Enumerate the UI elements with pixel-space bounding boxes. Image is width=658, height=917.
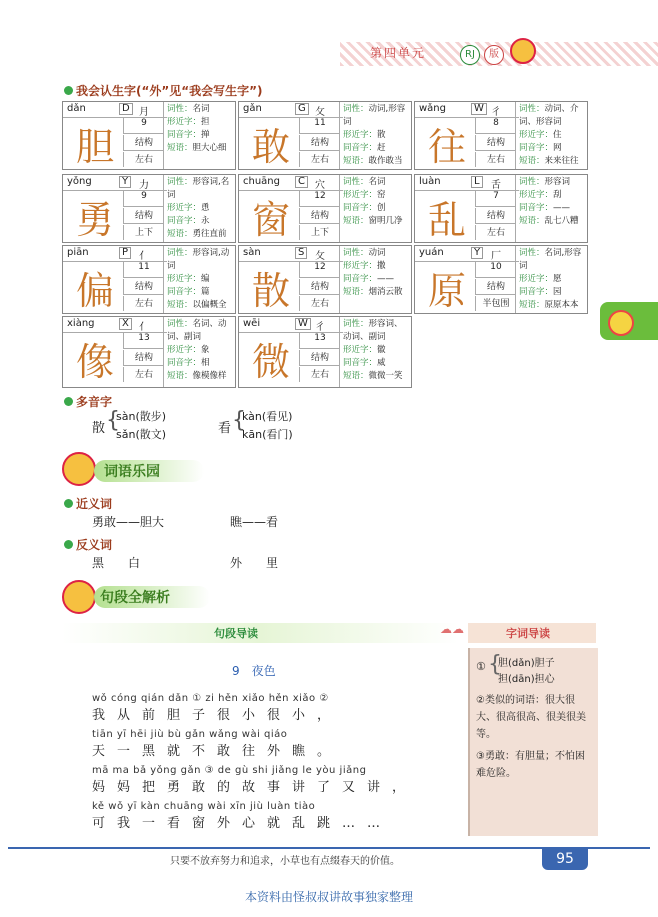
structure-label: 结构: [299, 208, 340, 224]
char-info: [515, 246, 587, 313]
note-3: ③勇敢：有胆量；不怕困难危险。: [476, 751, 585, 779]
cixing-row: 词性：名词、动词、副词: [167, 319, 227, 342]
char-card: [414, 245, 588, 314]
char-info: [515, 102, 587, 169]
tongyin-row: 同音字：——: [343, 274, 395, 284]
tongyin-row: 同音字：篇: [167, 287, 210, 297]
word-garden-mascot-icon: [62, 452, 96, 486]
index-letter: Y: [119, 176, 131, 188]
brace-icon: {: [106, 408, 120, 433]
poem-line: kě wǒ yī kàn chuāng wài xīn jiù luàn tiào 可我一看窗外心就乱跳……: [92, 801, 393, 831]
pinyin-row: [239, 175, 343, 191]
index-letter: Y: [471, 247, 483, 259]
duanyu-row: 短语：来来往往: [519, 156, 579, 166]
duanyu-row: 短语：烟消云散: [343, 287, 403, 297]
xingjin-row: 形近字：愿: [519, 274, 562, 284]
index-letter: W: [295, 318, 311, 330]
char-card: [62, 316, 236, 388]
poem-line: tiān yī hēi jiù bù gǎn wǎng wài qiáo 天一黑就不敢往外瞧。: [92, 729, 343, 759]
polyphone-char: 散: [92, 421, 106, 436]
radical: 亻: [139, 251, 149, 262]
xingjin-row: 形近字：徽: [343, 345, 386, 355]
antonym-heading: 反义词: [64, 534, 112, 553]
big-character: 散: [251, 269, 290, 313]
bullet-icon: [64, 499, 73, 508]
bullet-icon: [64, 86, 73, 95]
big-character: 胆: [75, 125, 114, 169]
radical: 厂: [491, 251, 501, 262]
note-number-icon: ①: [476, 660, 486, 673]
right-panel-tab-label: 字词导读: [506, 627, 550, 640]
structure-value: 上下: [123, 225, 164, 240]
duanyu-row: 短语：敢作敢当: [343, 156, 403, 166]
stroke-count: 12: [299, 191, 340, 207]
polyphone-kan: [218, 408, 338, 444]
structure-label: 结构: [123, 208, 164, 224]
mascot-face-icon: [608, 310, 634, 336]
char-card: [62, 174, 236, 243]
duanyu-row: 短语：窗明几净: [343, 216, 403, 226]
xingjin-row: 形近字：刮: [519, 190, 562, 200]
char-info: [163, 246, 235, 313]
pinyin: gǎn: [243, 103, 262, 114]
tongyin-row: 同音字：创: [343, 203, 386, 213]
unit-title: 第四单元: [370, 46, 427, 60]
cixing-row: 词性：形容词: [519, 177, 571, 187]
structure-value: 左右: [123, 152, 164, 167]
xingjin-row: 形近字：散: [343, 130, 386, 140]
duanyu-row: 短语：微微一笑: [343, 371, 403, 381]
structure-value: 左右: [475, 225, 516, 240]
note-2: ②类似的词语：很大很大、很高很高、很美很美等。: [476, 695, 586, 740]
stroke-count: 7: [475, 191, 516, 207]
pinyin: yuán: [419, 247, 444, 258]
stroke-count: 10: [475, 262, 516, 278]
cixing-row: 词性：名词: [167, 104, 210, 114]
big-character: 往: [427, 125, 466, 169]
pinyin: luàn: [419, 176, 441, 187]
radical: 彳: [315, 322, 325, 333]
note-1a: 胆(dǎn)胆子: [498, 658, 555, 669]
radical: 彳: [491, 107, 501, 118]
analysis-mascot-icon: [62, 580, 96, 614]
big-character: 乱: [427, 198, 466, 242]
left-panel-tab: [62, 623, 458, 643]
structure-label: 结构: [475, 279, 516, 295]
structure-value: 上下: [299, 225, 340, 240]
duanyu-row: 短语：乱七八糟: [519, 216, 579, 226]
char-info: [339, 246, 411, 313]
tongyin-row: 同音字：赶: [343, 143, 386, 153]
structure-label: 结构: [299, 350, 340, 366]
pinyin: wǎng: [419, 103, 446, 114]
page-number: 95: [542, 848, 588, 870]
pinyin: chuāng: [243, 176, 280, 187]
pinyin-row: [63, 102, 167, 118]
bullet-icon: [64, 540, 73, 549]
cixing-row: 词性：名词: [343, 177, 386, 187]
char-card: [238, 101, 412, 170]
stroke-count: 8: [475, 118, 516, 134]
char-card: [62, 101, 236, 170]
brace-icon: {: [232, 408, 246, 433]
pinyin-row: [63, 317, 167, 333]
radical: 月: [139, 107, 149, 118]
duanyu-row: 短语：勇往直前: [167, 229, 227, 239]
structure-label: 结构: [123, 350, 164, 366]
word-notes-box: [468, 648, 598, 836]
cloud-icon: ☁☁: [440, 622, 464, 636]
pinyin-row: [415, 102, 519, 118]
tongyin-row: 同音字：园: [519, 287, 562, 297]
pinyin: yǒng: [67, 176, 92, 187]
tongyin-row: 同音字：——: [519, 203, 571, 213]
recognize-heading: 我会认生字(“外”见“我会写生字”): [64, 80, 263, 99]
index-letter: L: [471, 176, 483, 188]
radical: 亻: [139, 322, 149, 333]
cixing-row: 词性：形容词、动词、副词: [343, 319, 403, 342]
word-garden-title: 词语乐园: [104, 464, 160, 480]
pinyin: wēi: [243, 318, 261, 329]
char-info: [339, 102, 411, 169]
pinyin-row: [63, 246, 167, 262]
antonym-pair: 外 里: [230, 556, 279, 570]
structure-value: 半包围: [475, 296, 516, 311]
big-character: 偏: [75, 269, 114, 313]
stroke-count: 13: [123, 333, 164, 349]
char-card: [238, 245, 412, 314]
synonym-pair: 勇敢——胆大: [92, 515, 165, 529]
char-card: [414, 174, 588, 243]
char-card: [238, 174, 412, 243]
char-card: [62, 245, 236, 314]
poem-line: mā ma bǎ yǒng gǎn ③ de gù shi jiǎng le yòu jiǎng 妈妈把勇敢的故事讲了又讲，: [92, 765, 418, 795]
structure-label: 结构: [123, 135, 164, 151]
stroke-count: 9: [123, 118, 164, 134]
tongyin-row: 同音字：相: [167, 358, 210, 368]
pinyin: xiàng: [67, 318, 95, 329]
stroke-count: 9: [123, 191, 164, 207]
char-info: [339, 175, 411, 242]
duanyu-row: 短语：原原本本: [519, 300, 579, 310]
index-letter: S: [295, 247, 307, 259]
radical: 穴: [315, 180, 325, 191]
brace-icon: {: [488, 652, 502, 677]
char-info: [163, 175, 235, 242]
pinyin-row: [415, 175, 519, 191]
poem-line: wǒ cóng qián dǎn ① zi hěn xiǎo hěn xiǎo ② 我从前胆子很小很小，: [92, 693, 343, 723]
char-info: [339, 317, 411, 387]
polyphone-reading: sàn(散步): [116, 410, 167, 423]
radical: 舌: [491, 180, 501, 191]
polyphone-reading: kān(看门): [242, 428, 293, 441]
left-panel-tab-label: 句段导读: [214, 627, 258, 640]
polyphone-reading: kàn(看见): [242, 410, 293, 423]
pinyin: piān: [67, 247, 89, 258]
pinyin-row: [239, 317, 343, 333]
duanyu-row: 短语：像模像样: [167, 371, 227, 381]
structure-label: 结构: [299, 279, 340, 295]
edition-ban-badge: 版: [484, 45, 504, 65]
bullet-icon: [64, 397, 73, 406]
tongyin-row: 同音字：网: [519, 143, 562, 153]
index-letter: X: [119, 318, 132, 330]
stroke-count: 13: [299, 333, 340, 349]
pinyin-row: [239, 102, 343, 118]
big-character: 微: [251, 340, 290, 384]
big-character: 原: [427, 269, 466, 313]
footer-slogan: 只要不放弃努力和追求，小草也有点缀春天的价值。: [170, 856, 400, 867]
pinyin: dǎn: [67, 103, 86, 114]
duanyu-row: 短语：以偏概全: [167, 300, 227, 310]
xingjin-row: 形近字：撒: [343, 261, 386, 271]
polyphone-heading: 多音字: [64, 391, 112, 410]
polyphone-reading: sǎn(散文): [116, 428, 167, 441]
analysis-title: 句段全解析: [100, 590, 170, 606]
header-mascot-icon: [510, 38, 536, 64]
char-card: [238, 316, 412, 388]
pinyin-row: [63, 175, 167, 191]
cixing-row: 词性：形容词,名词: [167, 177, 230, 200]
structure-label: 结构: [475, 135, 516, 151]
index-letter: W: [471, 103, 487, 115]
xingjin-row: 形近字：象: [167, 345, 210, 355]
char-info: [515, 175, 587, 242]
xingjin-row: 形近字：担: [167, 117, 210, 127]
structure-value: 左右: [475, 152, 516, 167]
stroke-count: 11: [299, 118, 340, 134]
note-1b: 担(dān)担心: [498, 674, 555, 685]
xingjin-row: 形近字：窑: [343, 190, 386, 200]
antonym-pair: 黑 白: [92, 556, 141, 570]
xingjin-row: 形近字：编: [167, 274, 210, 284]
pinyin-row: [415, 246, 519, 262]
cixing-row: 词性：动词: [343, 248, 386, 258]
structure-label: 结构: [123, 279, 164, 295]
duanyu-row: 短语：胆大心细: [167, 143, 227, 153]
credit-text: 本资料由怪叔叔讲故事独家整理: [244, 890, 413, 904]
edition-rj-badge: RJ: [460, 45, 480, 65]
big-character: 像: [75, 340, 114, 384]
synonym-heading: 近义词: [64, 493, 112, 512]
stroke-count: 12: [299, 262, 340, 278]
index-letter: P: [119, 247, 131, 259]
structure-value: 左右: [123, 296, 164, 311]
big-character: 敢: [251, 125, 290, 169]
char-info: [163, 317, 235, 387]
index-letter: G: [295, 103, 309, 115]
pinyin-row: [239, 246, 343, 262]
synonym-pair: 瞧——看: [230, 515, 279, 529]
cixing-row: 词性：名词,形容词: [519, 248, 582, 271]
xingjin-row: 形近字：恿: [167, 203, 210, 213]
radical: 力: [139, 180, 149, 191]
char-info: [163, 102, 235, 169]
tongyin-row: 同音字：永: [167, 216, 210, 226]
char-card: [414, 101, 588, 170]
cixing-row: 词性：形容词,动词: [167, 248, 230, 271]
index-letter: C: [295, 176, 308, 188]
polyphone-san: [92, 408, 212, 444]
structure-label: 结构: [475, 208, 516, 224]
polyphone-char: 看: [218, 421, 232, 436]
cixing-row: 词性：动词、介词、形容词: [519, 104, 579, 127]
radical: 攵: [315, 251, 325, 262]
lesson-title: 9 夜色: [232, 664, 276, 678]
structure-value: 左右: [123, 367, 164, 382]
tongyin-row: 同音字：掸: [167, 130, 210, 140]
structure-value: 左右: [299, 367, 340, 382]
pinyin: sàn: [243, 247, 261, 258]
big-character: 窗: [251, 198, 290, 242]
tongyin-row: 同音字：威: [343, 358, 386, 368]
cixing-row: 词性：动词,形容词: [343, 104, 406, 127]
radical: 攵: [315, 107, 325, 118]
stroke-count: 11: [123, 262, 164, 278]
structure-value: 左右: [299, 152, 340, 167]
structure-label: 结构: [299, 135, 340, 151]
index-letter: D: [119, 103, 133, 115]
xingjin-row: 形近字：住: [519, 130, 562, 140]
structure-value: 左右: [299, 296, 340, 311]
big-character: 勇: [75, 198, 114, 242]
